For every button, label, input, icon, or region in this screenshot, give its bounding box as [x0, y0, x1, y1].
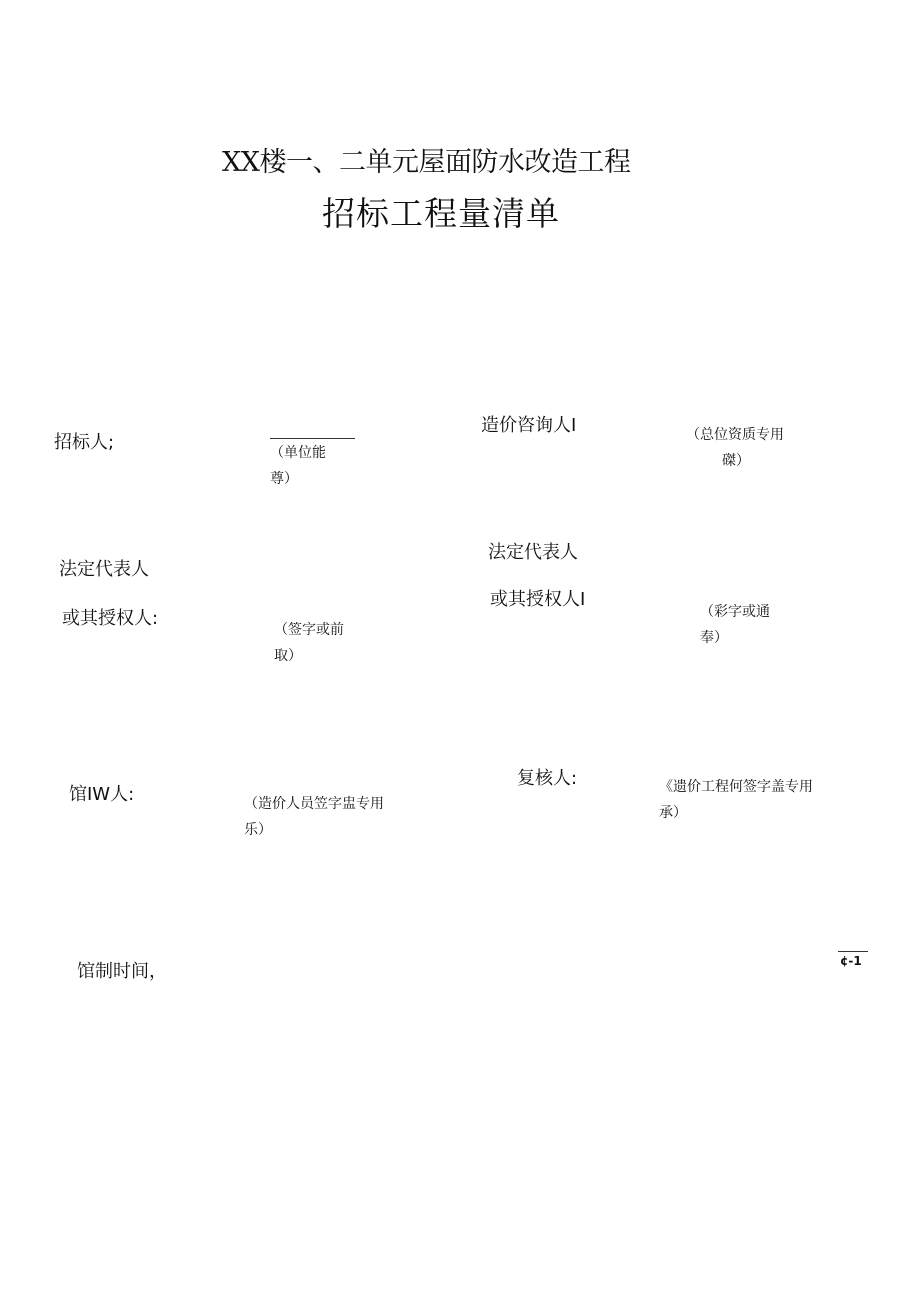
left-legal-sign-note-line2: 取）: [274, 648, 302, 664]
consultant-label: 造价咨询人I: [481, 415, 577, 436]
compiler-seal-note-line2: 乐）: [244, 822, 272, 838]
reviewer-seal-note-line1: 《遗价工程何签字盖专用: [659, 779, 813, 795]
bidder-seal-note: [270, 440, 326, 492]
consultant-seal-note: [686, 422, 784, 474]
date-mark: ¢-1: [840, 954, 862, 968]
right-legal-sign-note: [700, 599, 770, 651]
bidder-label: 招标人;: [54, 432, 115, 453]
compiler-seal-note-line1: （造价人员笠字盅专用: [244, 796, 384, 812]
reviewer-seal-note: [659, 774, 813, 826]
bidder-seal-note-line2: 尊）: [270, 471, 298, 487]
consultant-seal-note-line2: 磔）: [722, 453, 750, 469]
compiler-label: 馆IW人:: [69, 784, 135, 805]
right-legal-sign-note-line1: （彩字或通: [700, 604, 770, 620]
date-line[interactable]: [838, 951, 868, 952]
reviewer-seal-note-line2: 承）: [659, 805, 687, 821]
left-legal-sign-note: [274, 617, 344, 669]
compiler-seal-note: [244, 791, 384, 843]
reviewer-label: 复核人:: [517, 768, 578, 789]
left-legal-rep-label: 法定代表人: [59, 559, 149, 580]
right-legal-sign-note-line2: 奉）: [700, 630, 728, 646]
left-authorized-label: 或其授权人:: [62, 608, 159, 629]
bidder-signature-line[interactable]: [270, 438, 355, 439]
left-legal-sign-note-line1: （签字或前: [274, 622, 344, 638]
consultant-seal-note-line1: （总位资质专用: [686, 427, 784, 443]
compile-date-label: 馆制时间，: [77, 961, 167, 982]
document-title: 招标工程量清单: [322, 194, 560, 233]
right-authorized-label: 或其授权人I: [490, 589, 586, 610]
right-legal-rep-label: 法定代表人: [488, 542, 578, 563]
project-title: XX楼一、二单元屋面防水改造工程: [222, 147, 631, 178]
bidder-seal-note-line1: （单位能: [270, 445, 326, 461]
